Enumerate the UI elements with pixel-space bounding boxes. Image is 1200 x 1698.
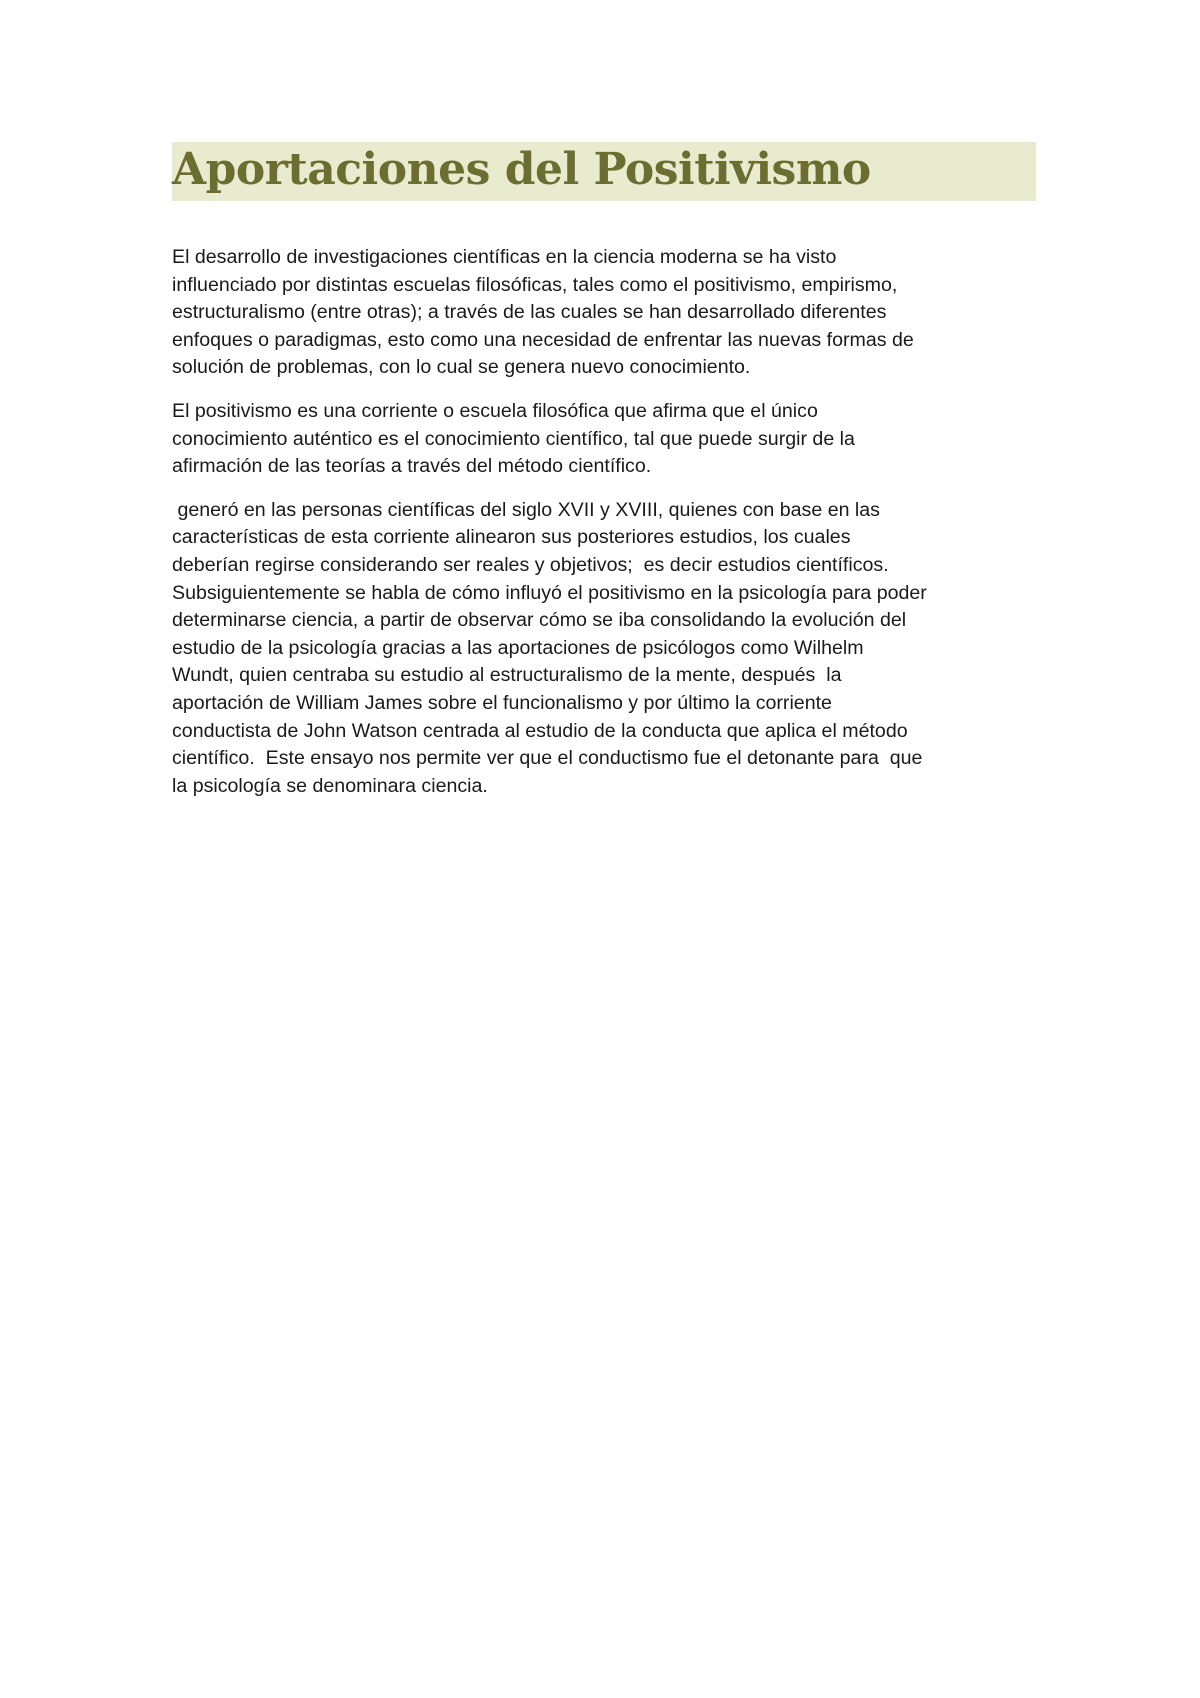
paragraph-intro: El desarrollo de investigaciones científicas en la ciencia moderna se ha visto influenciado por distintas escuelas filosóficas, tales como el positivismo, empirismo, estructuralismo (entre otras); a través de las cuales se han desarrollado diferentes enfoques o paradigmas, esto como una necesidad de enfrentar las nuevas formas de solución de problemas, con lo cual se genera nuevo conocimiento. bbox=[172, 246, 914, 379]
paragraph-psychology-influence: generó en las personas científicas del siglo XVII y XVIII, quienes con base en las características de esta corriente alinearon sus posteriores estudios, los cuales deberían regirse considerando ser reales y objetivos; es decir estudios científicos. Subsiguientemente se habla de cómo influyó el positivismo en la psicología para poder determinarse ciencia, a partir de observar cómo se iba consolidando la evolución del estudio de la psicología gracias a las aportaciones de psicólogos como Wilhelm Wundt, quien centraba su estudio al estructuralismo de la mente, después la aportación de William James sobre el funcionalismo y por último la corriente conductista de John Watson centrada al estudio de la conducta que aplica el método científico. Este ensayo nos permite ver que el conductismo fue el detonante para que la psicología se denominara ciencia. bbox=[172, 498, 927, 797]
page-title: Aportaciones del Positivismo bbox=[172, 144, 871, 195]
document-body bbox=[172, 244, 1052, 816]
paragraph-positivism-definition: El positivismo es una corriente o escuela filosófica que afirma que el único conocimiento auténtico es el conocimiento científico, tal que puede surgir de la afirmación de las teorías a través del método científico. bbox=[172, 399, 855, 478]
